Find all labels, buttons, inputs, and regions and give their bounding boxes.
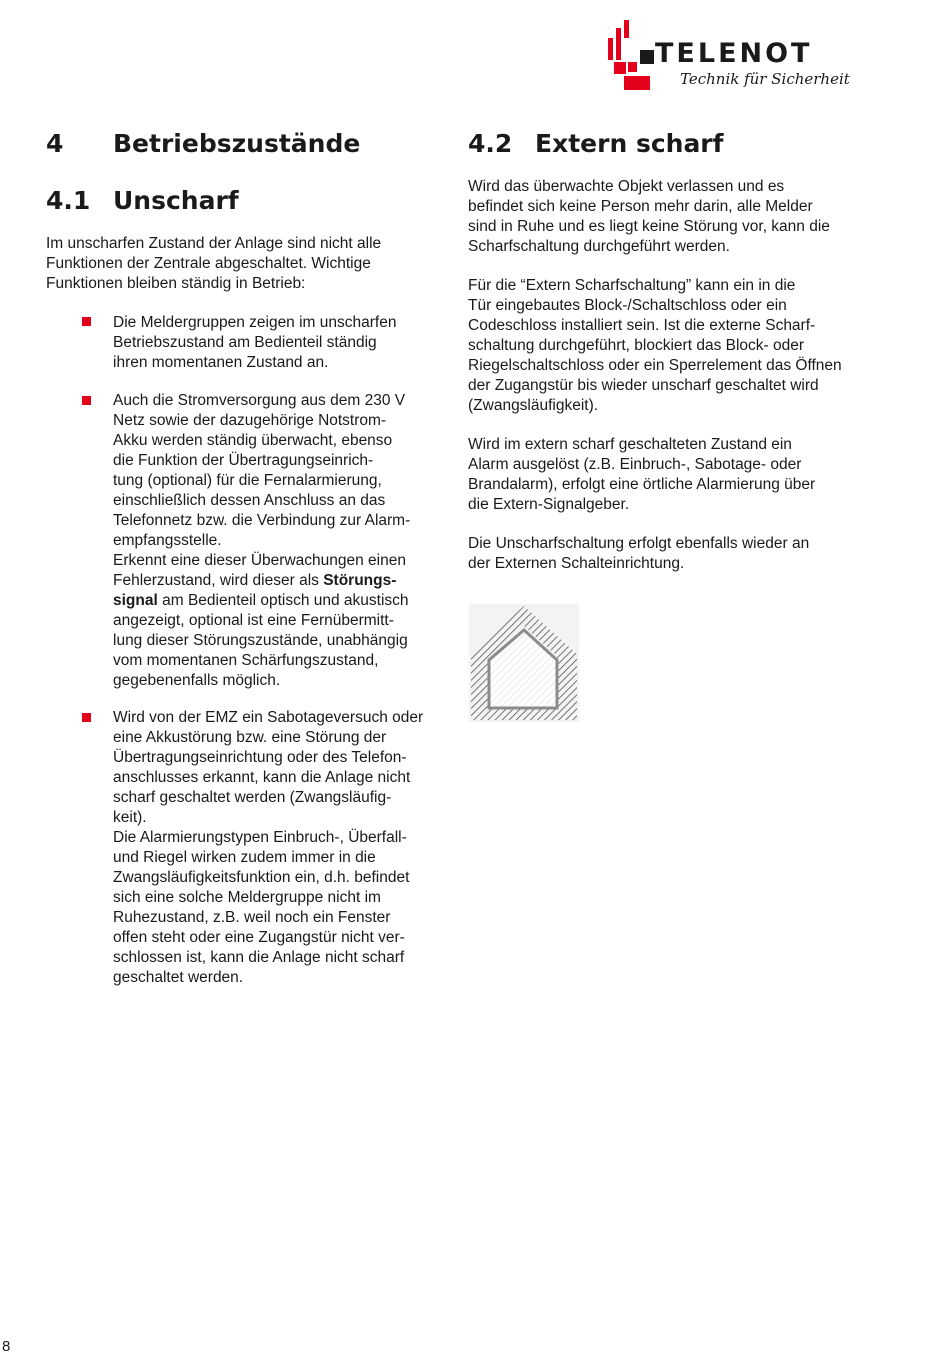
red-square-bullet-icon <box>82 396 91 405</box>
section-number: 4.2 <box>468 129 513 158</box>
house-hatched-icon <box>469 604 579 722</box>
paragraph-1: Wird das überwachte Objekt verlassen und es befindet sich keine Person mehr darin, alle Melder sind in Ruhe und es liegt keine Störung vor, kann die Scharfschaltung durchgeführt werden. <box>468 178 830 255</box>
paragraph-2: Für die “Extern Scharfschaltung” kann ein in die Tür eingebautes Block-/Schaltschloss oder ein Codeschloss installiert sein. Ist die externe Scharf- schaltung durchgeführt, blockiert das Block- oder Riegelschaltschloss oder ein Sperrelement das Öffnen der Zugangstür bis wieder unscharf geschaltet wird (Zwangsläufigkeit). <box>468 277 842 414</box>
bullet-item-1: Die Meldergruppen zeigen im unscharfen Betriebszustand am Bedienteil ständig ihren momentanen Zustand an. <box>113 314 397 371</box>
intro-paragraph: Im unscharfen Zustand der Anlage sind nicht alle Funktionen der Zentrale abgeschaltet. Wichtige Funktionen bleiben ständig in Betrieb: <box>46 235 382 292</box>
paragraph-3: Wird im extern scharf geschalteten Zustand ein Alarm ausgelöst (z.B. Einbruch-, Sabotage- oder Brandalarm), erfolgt eine örtliche Alarmierung über die Extern-Signalgeber. <box>468 436 816 513</box>
brand-name: TELENOT <box>655 38 813 69</box>
bullet-item-2: Auch die Stromversorgung aus dem 230 V Netz sowie der dazugehörige Notstrom- Akku werden ständig überwacht, ebenso die Funktion der Übertragungseinrich- tung (optional) für die Fernalarmierung, einschließlich dessen Anschluss an das Telefonnetz bzw. die Verbindung zur Alarm- empfangsstelle. Erkennt eine dieser Überwachungen einen Fehlerzustand, wird dieser als Störungs- signal am Bedienteil optisch und akustisch angezeigt, optional ist eine Fernübermitt- lung dieser Störungszustände, unabhängig vom momentanen Schärfungszustand, gegebenenfalls möglich. <box>113 392 411 689</box>
page-number: 8 <box>2 1338 11 1355</box>
section-4-heading <box>46 128 360 160</box>
telenot-logo <box>600 18 860 98</box>
bullet-item-3: Wird von der EMZ ein Sabotageversuch oder eine Akkustörung bzw. eine Störung der Übertragungseinrichtung oder des Telefon- anschlusses erkannt, kann die Anlage nicht scharf geschaltet werden (Zwangsläufig- keit). Die Alarmierungstypen Einbruch-, Überfall- und Riegel wirken zudem immer in die Zwangsläufigkeitsfunktion ein, d.h. befindet sich eine solche Meldergruppe nicht im Ruhezustand, z.B. weil noch ein Fenster offen steht oder eine Zugangstür nicht ver- schlossen ist, kann die Anlage nicht scharf geschaltet werden. <box>113 709 424 986</box>
section-title: Betriebszustände <box>113 129 361 158</box>
section-number: 4 <box>46 129 64 158</box>
bold-term: signal <box>113 592 158 609</box>
bold-term: Störungs- <box>323 572 397 589</box>
telenot-logo-icon <box>600 18 660 93</box>
section-4-2-heading <box>468 128 724 160</box>
section-title: Extern scharf <box>535 129 724 158</box>
paragraph-4: Die Unscharfschaltung erfolgt ebenfalls wieder an der Externen Schalteinrichtung. <box>468 535 810 572</box>
section-number: 4.1 <box>46 186 91 215</box>
section-title: Unscharf <box>113 186 239 215</box>
brand-tagline: Technik für Sicherheit <box>680 70 850 88</box>
section-4-1-heading <box>46 185 239 217</box>
red-square-bullet-icon <box>82 317 91 326</box>
red-square-bullet-icon <box>82 713 91 722</box>
